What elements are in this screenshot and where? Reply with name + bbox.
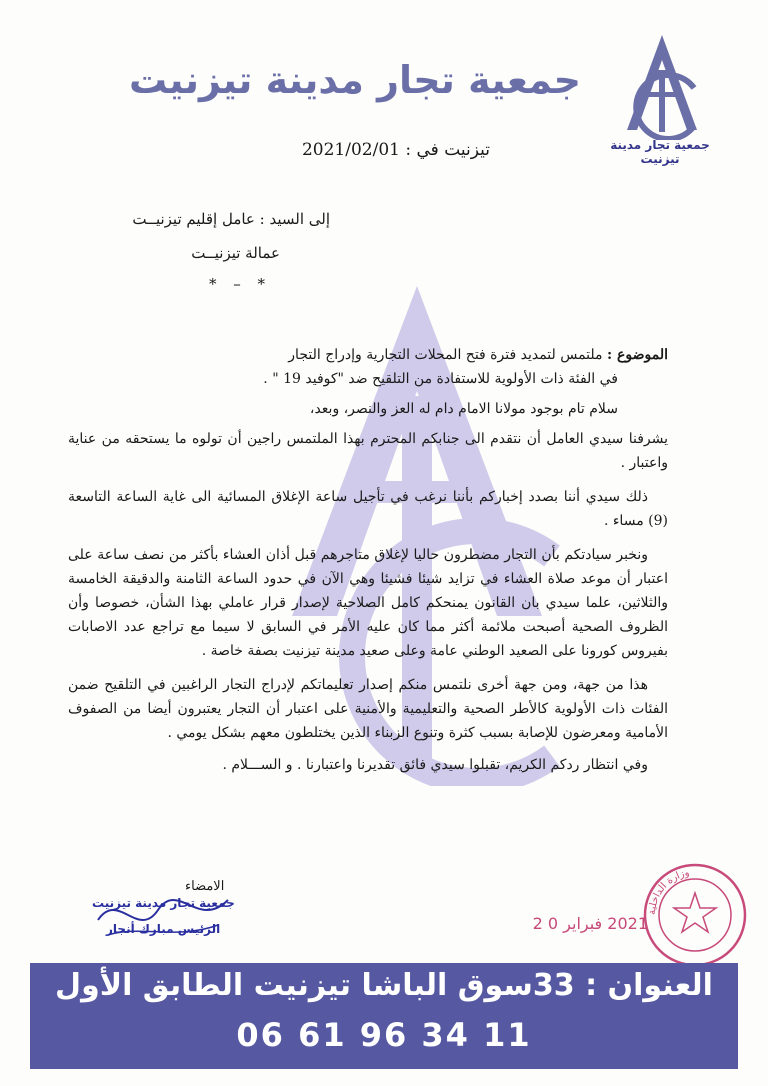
subject-block bbox=[68, 343, 668, 777]
atc-logo bbox=[612, 30, 712, 140]
letter-date: تيزنيت في : 2021/02/01 bbox=[301, 140, 490, 160]
official-seal bbox=[640, 860, 750, 970]
subject-label: الموضوع : bbox=[607, 347, 668, 363]
footer-phone: 06 61 96 34 11 bbox=[236, 1016, 532, 1054]
subject-line-2: في الفئة ذات الأولوية للاستفادة من التلقيح ضد "كوفيد 19 " . bbox=[263, 371, 618, 387]
seal-ring-text: وزارة الداخلية bbox=[646, 867, 691, 916]
footer-address: العنوان : 33سوق الباشا تيزنيت الطابق الأول bbox=[55, 968, 713, 1003]
prefecture-line: عمالة تيزنيــت bbox=[191, 244, 280, 262]
paragraph-2: ذلك سيدي أننا بصدد إخباركم بأننا نرغب في تأجيل ساعة الإغلاق المسائية الى غاية الساعة التاسعة (9) مساء . bbox=[68, 489, 668, 529]
subject-line-1: ملتمس لتمديد فترة فتح المحلات التجارية وإدراج التجار bbox=[288, 347, 603, 363]
organization-title: جمعية تجار مدينة تيزنيت bbox=[128, 58, 582, 102]
greeting: سلام تام بوجود مولانا الامام دام له العز والنصر، وبعد، bbox=[309, 401, 618, 417]
separator-mark: * – * bbox=[208, 275, 272, 293]
paragraph-4: هذا من جهة، ومن جهة أخرى نلتمس منكم إصدار تعليماتكم لإدراج التجار الراغبين في التلقيح ضمن الفئات ذات الأولوية كالأطر الصحية والتعليمية والأمنية على اعتبار أن التجار يعتبرون أيضا من الصفوف الأمامية ومعرضون للإصابة بسبب كثرة وتنوع الزبناء الذين يختلطون معهم بشكل يومي . bbox=[68, 677, 668, 741]
signature-organization: جمعية تجار مدينة تيزنيت bbox=[92, 896, 235, 910]
paragraph-3: ونخبر سيادتكم بأن التجار مضطرون حاليا لإغلاق متاجرهم قبل أذان العشاء بأكثر من نصف ساعة على اعتبار أن موعد صلاة العشاء في تزايد شيئا فشيئا وهي الآن في حدود الساعة الثامنة والدقيقة الخامسة والثلاثين، علما سيدي بان القانون يمنحكم كامل الصلاحية لإصدار قرار عاملي بهذا الشأن، خصوصا وأن الظروف الصحية أصبحت ملائمة أكثر مما كان عليه الأمر في السابق لا سيما مع تراجع عدد الاصابات بفيروس كورونا على الصعيد الوطني عامة وعلى صعيد مدينة تيزنيت بصفة خاصة . bbox=[68, 547, 668, 659]
logo-caption: جمعية تجار مدينة تيزنيت bbox=[610, 138, 710, 166]
paragraph-1: يشرفنا سيدي العامل أن نتقدم الى جنابكم المحترم بهذا الملتمس راجين أن تولوه ما يستحقه من عناية واعتبار . bbox=[68, 431, 668, 471]
handwritten-signature bbox=[88, 880, 238, 950]
signature-name: الرئيس مبارك أنجار bbox=[106, 922, 221, 936]
signature-label: الامضاء bbox=[185, 879, 225, 894]
received-stamp-date: 2021 فبراير 0 2 bbox=[532, 914, 648, 933]
recipient-line: إلى السيد : عامل إقليم تيزنيــت bbox=[132, 210, 330, 228]
closing-line: وفي انتظار ردكم الكريم، تقبلوا سيدي فائق تقديرنا واعتبارنا . و الســـلام . bbox=[222, 757, 648, 773]
footer-banner bbox=[30, 963, 738, 1069]
